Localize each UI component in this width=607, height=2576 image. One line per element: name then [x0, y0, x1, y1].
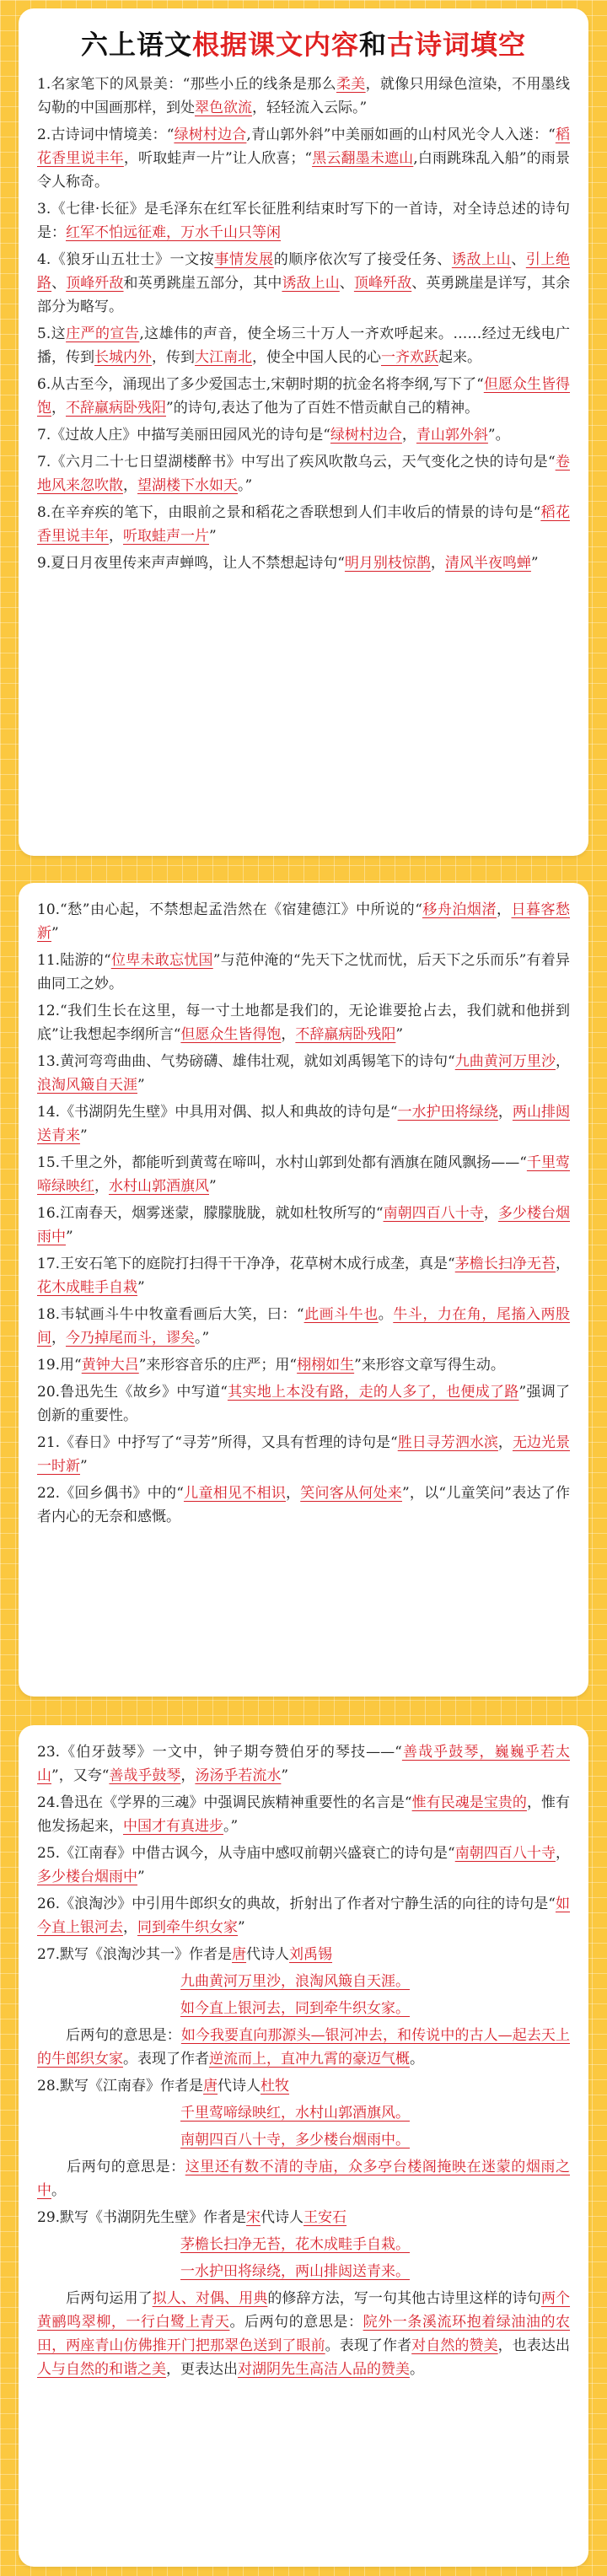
answer-text: 日暮客愁新 [37, 901, 571, 942]
answer-text: 卷地风来忽吹散 [37, 454, 570, 494]
question-text: ，惟有他发扬起来， [37, 1794, 571, 1835]
answer-text: 清风半夜鸣蝉 [444, 555, 531, 572]
answer-text: 对自然的赞美 [411, 2337, 498, 2354]
question-text: 的修辞方法，写一句其他古诗里这样的诗句 [267, 2290, 541, 2307]
question-item [37, 999, 570, 1046]
answer-text: 水村山郭酒旗风 [109, 1178, 209, 1195]
question-item [37, 2233, 570, 2256]
answer-text: 拟人、对偶、用典 [152, 2290, 268, 2307]
answer-text: 南朝四百八十寺，多少楼台烟雨中。 [180, 2132, 410, 2148]
answer-text: 引上绝路 [37, 251, 570, 292]
question-text: 。 [51, 2182, 66, 2199]
answer-text: 长城内外 [94, 349, 152, 366]
answer-text: 庄严的宣告 [66, 325, 140, 342]
question-text: ”来形容音乐的庄严；用“ [138, 1357, 298, 1374]
question-text: 。表现了作者 [123, 2051, 209, 2068]
question-text: ， [51, 1330, 66, 1347]
question-text: 10.“愁”由心起，不禁想起孟浩然在《宿建德江》中所说的“ [37, 901, 422, 918]
answer-text: 不辞羸病卧残阳 [295, 1026, 396, 1043]
question-text: 24.鲁迅在《学界的三魂》中强调民族精神重要性的名言是“ [37, 1794, 412, 1811]
answer-text: 花木成畦手自栽 [37, 1279, 137, 1296]
answer-text: 一水护田将绿绕 [397, 1104, 498, 1121]
question-item [37, 1151, 570, 1198]
question-text: ， [51, 400, 66, 417]
question-text: 。表现了作者 [325, 2337, 412, 2354]
question-text: 23.《伯牙鼓琴》一文中，钟子期夸赞伯牙的琴技——“ [37, 1744, 402, 1761]
answer-text: 黑云翻墨未遮山 [312, 150, 414, 167]
question-text: ”来形容文章写得生动。 [354, 1357, 505, 1374]
answer-text: 青山郭外斜 [416, 427, 488, 444]
answer-text: 一齐欢跃 [381, 349, 438, 366]
answer-text: 茅檐长扫净无苔 [454, 1256, 556, 1272]
answer-text: 绿树村边合 [330, 427, 402, 444]
answer-text: 稻花香里说丰年 [37, 126, 570, 167]
answer-text: 浪淘风簸自天涯 [37, 1077, 137, 1094]
answer-text: 多少楼台烟雨中 [37, 1205, 571, 1245]
answer-text: 九曲黄河万里沙 [454, 1053, 556, 1070]
question-text: ，使全中国人民的心 [252, 349, 381, 366]
answer-text: 听取蛙声一片 [123, 528, 209, 545]
question-text: ，更表达出 [166, 2361, 238, 2378]
question-item [37, 1303, 570, 1350]
question-text: ” [80, 1458, 88, 1475]
question-text: 和英勇跳崖五部分，其中 [123, 275, 282, 292]
answer-text: 但愿众生皆得饱 [180, 1026, 282, 1043]
content-card-1 [19, 8, 588, 856]
question-text: 9.夏日月夜里传来声声蝉鸣，让人不禁想起诗句“ [37, 555, 345, 572]
question-text: 2.古诗词中情境美：“ [37, 126, 175, 143]
question-item [37, 73, 570, 120]
question-list [37, 73, 570, 575]
question-text: ” [209, 528, 217, 545]
question-text: ” [238, 1919, 245, 1936]
answer-text: 茅檐长扫净无苔，花木成畦手自栽。 [180, 2236, 410, 2253]
question-item [37, 1842, 570, 1889]
question-text: ， [401, 427, 416, 444]
answer-text: 院外一条溪流环抱着绿油油的农田，两座青山仿佛推开门把那翠色送到了眼前 [37, 2314, 571, 2354]
answer-text: 牛斗，力在角，尾搐入两股间 [37, 1306, 571, 1347]
question-text: ， [123, 1919, 137, 1936]
answer-text: 位卑未敢忘忧国 [110, 952, 213, 969]
answer-text: 唐 [203, 2078, 218, 2095]
question-text: 8.在辛弃疾的笔下，由眼前之景和稻花之香联想到人们丰收后的情景的诗句是“ [37, 504, 541, 521]
answer-text: 南朝四百八十寺 [454, 1845, 556, 1862]
question-text: 5.这 [37, 325, 67, 342]
question-text: 、 [51, 275, 67, 292]
question-text: ” [80, 1127, 88, 1144]
question-text: 代诗人 [246, 1946, 290, 1963]
answer-text: 善哉乎鼓琴 [109, 1767, 181, 1784]
question-text: ，也表达出 [497, 2337, 571, 2354]
question-text: 7.《六月二十七日望湖楼醉书》中写出了疾风吹散乌云，天气变化之快的诗句是“ [37, 454, 556, 471]
question-text: ” [137, 1279, 145, 1296]
answer-text: 南朝四百八十寺 [383, 1205, 484, 1222]
question-text: ， [556, 1053, 570, 1070]
answer-text: 唐 [232, 1946, 247, 1963]
question-text: 7.《过故人庄》中描写美丽田园风光的诗句是“ [37, 427, 330, 444]
question-item [37, 450, 570, 497]
answer-text: 刘禹锡 [289, 1946, 333, 1963]
answer-text: 人与自然的和谐之美 [37, 2361, 166, 2378]
answer-text: 多少楼台烟雨中 [37, 1869, 137, 1885]
answer-text: 不辞羸病卧残阳 [66, 400, 166, 417]
question-item [37, 1892, 570, 1939]
answer-text: 无边光景一时新 [37, 1434, 571, 1475]
question-item [37, 898, 570, 945]
question-text: ”与范仲淹的“先天下之忧而忧，后天下之乐而乐”有着异曲同工之妙。 [37, 952, 571, 992]
question-item [37, 2101, 570, 2125]
question-item [37, 1740, 570, 1788]
question-text: ” [395, 1026, 404, 1043]
question-text: ， [556, 1256, 570, 1272]
question-text: 14.《书湖阴先生壁》中具用对偶、拟人和典故的诗句是“ [37, 1104, 398, 1121]
question-list [37, 898, 570, 1529]
question-text: ，听取蛙声一片”让人欣喜；“ [123, 150, 313, 167]
question-item [37, 373, 570, 420]
question-text: ”的诗句,表达了他为了百姓不惜贡献自己的精神。 [166, 400, 480, 417]
question-item [37, 423, 570, 447]
question-item [37, 322, 570, 369]
question-text: 21.《春日》中抒写了“寻芳”所得，又具有哲理的诗句是“ [37, 1434, 398, 1451]
answer-text: 两个黄鹂鸣翠柳，一行白鹭上青天 [37, 2290, 571, 2331]
answer-text: 事情发展 [214, 251, 274, 268]
answer-text: 这里还有数不清的寺庙，众多亭台楼阁掩映在迷蒙的烟雨之中 [37, 2159, 571, 2199]
question-text: ”，又夸“ [51, 1767, 110, 1784]
answer-text: 诱敌上山 [451, 251, 512, 268]
question-text: 后两句运用了 [37, 2290, 153, 2307]
question-item [37, 1970, 570, 1993]
answer-text: 王安石 [304, 2209, 347, 2226]
answer-text: 杜牧 [261, 2078, 290, 2095]
question-text: 28.默写《江南春》作者是 [37, 2078, 204, 2095]
question-list [37, 1740, 570, 2381]
question-text: 3.《七律·长征》是毛泽东在红军长征胜利结束时写下的一首诗，对全诗总述的诗句是： [37, 201, 570, 241]
question-text: ， [123, 477, 137, 494]
question-text: ,青山郭外斜”中美丽如画的山村风光令人入迷：“ [246, 126, 556, 143]
question-text: ， [497, 1434, 513, 1451]
question-item [37, 1431, 570, 1478]
question-text: 4.《狼牙山五壮士》一文按 [37, 251, 215, 268]
question-text: 的顺序依次写了接受任务、 [273, 251, 452, 268]
answer-text: 稻花香里说丰年 [37, 504, 570, 545]
answer-text: 但愿众生皆得饱 [37, 376, 570, 417]
question-item [37, 551, 570, 575]
answer-text: 诱敌上山 [282, 275, 340, 292]
answer-text: 千里莺啼绿映红，水村山郭酒旗风。 [180, 2105, 410, 2122]
question-text: 11.陆游的“ [37, 952, 111, 969]
answer-text: 千里莺啼绿映红 [37, 1154, 571, 1195]
question-text: 。” [223, 1818, 239, 1835]
page-title: 六上语文根据课文内容和古诗词填空 [80, 29, 527, 61]
question-text: ， [430, 555, 445, 572]
question-text: ” [281, 1767, 289, 1784]
question-text: 29.默写《书湖阴先生壁》作者是 [37, 2209, 247, 2226]
question-item [37, 1050, 570, 1097]
answer-text: 栩栩如生 [297, 1357, 355, 1374]
question-text: 17.王安石笔下的庭院打扫得干干净净，花草树木成行成垄，真是“ [37, 1256, 455, 1272]
question-text: ， [497, 1104, 513, 1121]
question-item [37, 197, 570, 245]
answer-text: 惟有民魂是宝贵的 [411, 1794, 527, 1811]
question-text: ,白雨跳珠乱入船”的雨景令人称奇。 [37, 150, 571, 191]
answer-text: 明月别枝惊鹊 [344, 555, 431, 572]
question-text: 27.默写《浪淘沙其一》作者是 [37, 1946, 233, 1963]
question-text: ”强调了创新的重要性。 [37, 1384, 570, 1424]
question-text: ， [556, 1845, 570, 1862]
question-text: 12.“我们生长在这里，每一寸土地都是我们的，无论谁要抢占去，我们就和他拼到底”让我想起李纲所言“ [37, 1003, 570, 1043]
question-item [37, 1482, 570, 1529]
question-text: 起来。 [438, 349, 481, 366]
question-text: 19.用“ [37, 1357, 82, 1374]
content-card-3 [19, 1725, 588, 2567]
question-item [37, 1943, 570, 1966]
content-card-2 [19, 883, 588, 1697]
question-text: ” [137, 1077, 145, 1094]
question-item [37, 1100, 570, 1148]
answer-text: 善哉乎鼓琴，巍巍乎若太山 [37, 1744, 570, 1784]
answer-text: 同到牵牛织女家 [137, 1919, 238, 1936]
question-text: ”，以“儿童笑问”表达了作者内心的无奈和感慨。 [37, 1485, 571, 1525]
question-item [37, 1791, 570, 1838]
question-item [37, 248, 570, 319]
question-text: 。 [410, 2051, 424, 2068]
answer-text: 大江南北 [195, 349, 252, 366]
question-text: 20.鲁迅先生《故乡》中写道“ [37, 1384, 228, 1401]
question-text: 、英勇跳崖是详写，其余部分为略写。 [37, 275, 571, 315]
question-text: ” [530, 555, 539, 572]
answer-text: 胜日寻芳泗水滨 [397, 1434, 498, 1451]
question-text: ， [483, 1205, 498, 1222]
answer-text: 宋 [246, 2209, 261, 2226]
question-text: 。后两句的意思是： [229, 2314, 363, 2331]
question-text: ， [281, 1026, 296, 1043]
question-text: 。” [238, 477, 253, 494]
answer-text: 其实地上本没有路，走的人多了，也便成了路 [227, 1384, 519, 1401]
question-text: 、 [339, 275, 354, 292]
question-text: 。 [378, 1306, 394, 1323]
question-text: ， [180, 1767, 196, 1784]
question-item [37, 501, 570, 548]
question-item [37, 1252, 570, 1299]
question-text: 后两句的意思是： [37, 2027, 181, 2044]
question-text: 26.《浪淘沙》中引用牛郎织女的典故，折射出了作者对宁静生活的向往的诗句是“ [37, 1896, 556, 1912]
question-text: 。” [195, 1330, 210, 1347]
answer-text: 中国才有真进步 [123, 1818, 223, 1835]
question-text: 1.名家笔下的风景美：“那些小丘的线条是那么 [37, 76, 336, 93]
question-text: ，就像只用绿色渲染，不用墨线勾勒的中国画那样，到处 [37, 76, 571, 116]
question-text: ， [496, 901, 512, 918]
question-item [37, 1380, 570, 1428]
answer-text: 一水护田将绿绕，两山排闼送青来。 [180, 2263, 410, 2280]
answer-text: 红军不怕远征难，万水千山只等闲 [66, 224, 281, 241]
question-text: ”。 [487, 427, 510, 444]
answer-text: 儿童相见不相识 [183, 1485, 286, 1502]
question-text: ，轻轻流入云际。” [252, 99, 368, 116]
answer-text: 顶峰歼敌 [353, 275, 412, 292]
answer-text: 汤汤乎若流水 [195, 1767, 282, 1784]
question-text: 。 [410, 2361, 424, 2378]
question-text: ， [94, 1178, 109, 1195]
question-text: ” [209, 1178, 217, 1195]
answer-text: 柔美 [336, 76, 366, 93]
question-item [37, 2024, 570, 2071]
question-item [37, 2128, 570, 2152]
question-text: ，传到 [152, 349, 195, 366]
question-text: 13.黄河弯弯曲曲、气势磅礴、雄伟壮观，就如刘禹锡笔下的诗句“ [37, 1053, 455, 1070]
answer-text: 对湖阴先生高洁人品的赞美 [238, 2361, 410, 2378]
question-text: ,这雄伟的声音，使全场三十万人一齐欢呼起来。……经过无线电广播，传到 [37, 325, 571, 366]
answer-text: 如今我要直向那源头—银河冲去，和传说中的古人—起去天上的牛郎织女家 [37, 2027, 571, 2068]
answer-text: 黄钟大吕 [81, 1357, 139, 1374]
answer-text: 此画斗牛也 [304, 1306, 379, 1323]
answer-text: 绿树村边合 [174, 126, 247, 143]
question-item [37, 1202, 570, 1249]
answer-text: 望湖楼下水如天 [137, 477, 238, 494]
question-text: ” [66, 1229, 73, 1245]
answer-text: 移舟泊烟渚 [422, 901, 497, 918]
question-item [37, 123, 570, 194]
question-item [37, 2074, 570, 2098]
question-text: ， [109, 528, 123, 545]
question-text: 代诗人 [218, 2078, 261, 2095]
question-item [37, 2155, 570, 2202]
answer-text: 顶峰歼敌 [66, 275, 124, 292]
question-text: 25.《江南春》中借古讽今，从寺庙中感叹前朝兴盛衰亡的诗句是“ [37, 1845, 455, 1862]
question-item [37, 2206, 570, 2229]
answer-text: 两山排闼送青来 [37, 1104, 571, 1144]
answer-text: 笑问客从何处来 [300, 1485, 402, 1502]
answer-text: 如今直上银河去 [37, 1896, 571, 1936]
question-text: 15.千里之外，都能听到黄莺在啼叫，水村山郭到处都有酒旗在随风飘扬——“ [37, 1154, 527, 1171]
question-text: ” [137, 1869, 145, 1885]
question-text: 16.江南春天，烟雾迷蒙，朦朦胧胧，就如杜牧所写的“ [37, 1205, 384, 1222]
question-text: 18.韦轼画斗牛中牧童看画后大笑，曰：“ [37, 1306, 304, 1323]
answer-text: 九曲黄河万里沙，浪淘风簸自天涯。 [180, 1973, 410, 1990]
question-item [37, 2287, 570, 2381]
answer-text: 翠色欲流 [195, 99, 252, 116]
answer-text: 如今直上银河去，同到牵牛织女家。 [180, 2000, 410, 2017]
question-text: 代诗人 [261, 2209, 304, 2226]
question-text: 22.《回乡偶书》中的“ [37, 1485, 184, 1502]
question-text: 6.从古至今，涌现出了多少爱国志士,宋朝时期的抗金名将李纲,写下了“ [37, 376, 484, 393]
answer-text: 逆流而上，直冲九霄的豪迈气概 [209, 2051, 410, 2068]
question-text: ， [285, 1485, 301, 1502]
question-item [37, 1997, 570, 2020]
question-text: ” [51, 925, 59, 942]
question-item [37, 949, 570, 996]
question-text: 、 [511, 251, 526, 268]
answer-text: 今乃掉尾而斗，谬矣 [66, 1330, 195, 1347]
question-item [37, 2260, 570, 2283]
question-item [37, 1353, 570, 1377]
question-text: 后两句的意思是： [37, 2159, 185, 2175]
